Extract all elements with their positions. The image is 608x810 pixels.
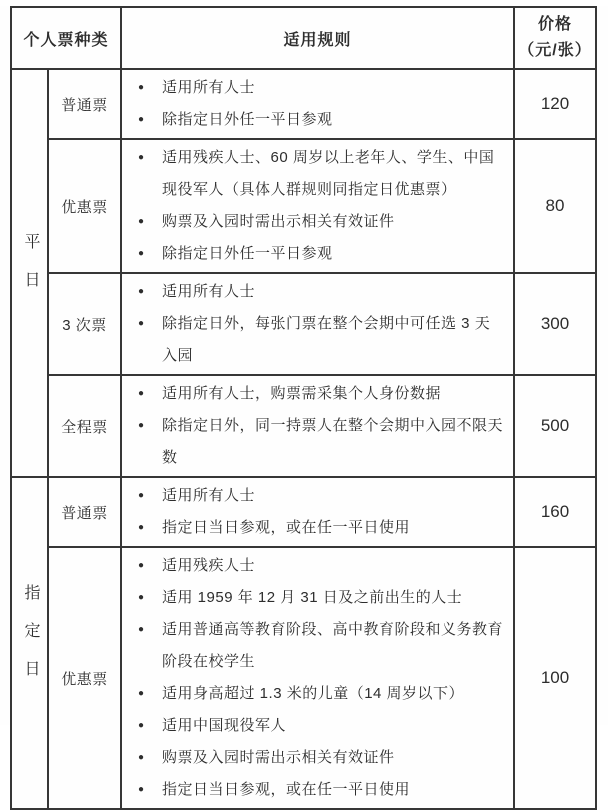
rule-text: 除指定日外，同一持票人在整个会期中入园不限天数 (162, 417, 504, 466)
rule-item (136, 710, 505, 742)
rule-text: 适用残疾人士、60 周岁以上老年人、学生、中国现役军人（具体人群规则同指定日优惠票） (162, 149, 495, 198)
rule-item (136, 512, 505, 544)
rules-cell (121, 547, 514, 809)
rule-item (136, 742, 505, 774)
rule-text: 除指定日外任一平日参观 (162, 245, 333, 262)
header-rules: 适用规则 (121, 7, 514, 69)
header-price-line1: 价格 (538, 16, 573, 33)
rules-list (122, 274, 513, 374)
day-label-weekday-text: 平日 (22, 232, 39, 309)
rules-cell (121, 477, 514, 547)
rules-list (122, 478, 513, 546)
rule-text: 指定日当日参观，或在任一平日使用 (162, 781, 411, 798)
rule-item (136, 480, 505, 512)
bullet-icon: ● (138, 522, 145, 533)
rule-text: 购票及入园时需出示相关有效证件 (162, 213, 395, 230)
rule-text: 适用所有人士 (162, 283, 256, 300)
rule-text: 适用所有人士 (162, 487, 256, 504)
rule-text: 适用普通高等教育阶段、高中教育阶段和义务教育阶段在校学生 (162, 621, 504, 670)
ticket-type: 优惠票 (48, 139, 121, 273)
page (0, 6, 608, 798)
rules-list (122, 548, 513, 808)
rule-item (136, 410, 505, 474)
bullet-icon: ● (138, 720, 145, 731)
ticket-price-table (10, 6, 597, 810)
rule-text: 适用所有人士，购票需采集个人身份数据 (162, 385, 442, 402)
rule-item (136, 378, 505, 410)
ticket-type: 普通票 (48, 477, 121, 547)
ticket-type: 全程票 (48, 375, 121, 477)
rule-text: 指定日当日参观，或在任一平日使用 (162, 519, 411, 536)
rule-item (136, 614, 505, 678)
bullet-icon: ● (138, 560, 145, 571)
bullet-icon: ● (138, 318, 145, 329)
rule-text: 购票及入园时需出示相关有效证件 (162, 749, 395, 766)
rule-item (136, 276, 505, 308)
rules-cell (121, 69, 514, 139)
table-row-designated-discount (11, 547, 596, 809)
bullet-icon: ● (138, 624, 145, 635)
rule-text: 适用中国现役军人 (162, 717, 287, 734)
day-label-designated-text: 指定日 (22, 583, 39, 698)
rule-item (136, 774, 505, 806)
rule-text: 适用所有人士 (162, 79, 256, 96)
price-value: 120 (514, 69, 596, 139)
rule-text: 适用残疾人士 (162, 557, 256, 574)
day-label-weekday (11, 69, 48, 477)
bullet-icon: ● (138, 114, 145, 125)
price-value: 160 (514, 477, 596, 547)
rule-item (136, 238, 505, 270)
header-price (514, 7, 596, 69)
bullet-icon: ● (138, 216, 145, 227)
rule-item (136, 206, 505, 238)
day-label-designated (11, 477, 48, 809)
rule-text: 适用 1959 年 12 月 31 日及之前出生的人士 (162, 589, 463, 606)
table-row-designated-regular (11, 477, 596, 547)
bullet-icon: ● (138, 82, 145, 93)
bullet-icon: ● (138, 248, 145, 259)
price-value: 300 (514, 273, 596, 375)
rule-text: 除指定日外任一平日参观 (162, 111, 333, 128)
ticket-type: 优惠票 (48, 547, 121, 809)
rule-item (136, 678, 505, 710)
header-price-line2: （元/张） (518, 42, 592, 59)
table-row-weekday-discount (11, 139, 596, 273)
rules-cell (121, 139, 514, 273)
bullet-icon: ● (138, 490, 145, 501)
rules-cell (121, 273, 514, 375)
ticket-type: 普通票 (48, 69, 121, 139)
rule-item (136, 308, 505, 372)
price-value: 80 (514, 139, 596, 273)
price-value: 500 (514, 375, 596, 477)
rule-item (136, 142, 505, 206)
table-row-weekday-3times (11, 273, 596, 375)
bullet-icon: ● (138, 420, 145, 431)
ticket-type: 3 次票 (48, 273, 121, 375)
bullet-icon: ● (138, 752, 145, 763)
price-value: 100 (514, 547, 596, 809)
bullet-icon: ● (138, 784, 145, 795)
rule-item (136, 104, 505, 136)
bullet-icon: ● (138, 592, 145, 603)
rules-list (122, 70, 513, 138)
bullet-icon: ● (138, 152, 145, 163)
rules-list (122, 376, 513, 476)
bullet-icon: ● (138, 388, 145, 399)
rule-text: 适用身高超过 1.3 米的儿童（14 周岁以下） (162, 685, 465, 702)
rules-cell (121, 375, 514, 477)
header-ticket-category: 个人票种类 (11, 7, 121, 69)
rule-item (136, 550, 505, 582)
table-row-weekday-fullperiod (11, 375, 596, 477)
rule-item (136, 582, 505, 614)
table-header-row (11, 7, 596, 69)
rule-item (136, 72, 505, 104)
rules-list (122, 140, 513, 272)
bullet-icon: ● (138, 286, 145, 297)
rule-text: 除指定日外，每张门票在整个会期中可任选 3 天入园 (162, 315, 491, 364)
table-row-weekday-regular (11, 69, 596, 139)
bullet-icon: ● (138, 688, 145, 699)
